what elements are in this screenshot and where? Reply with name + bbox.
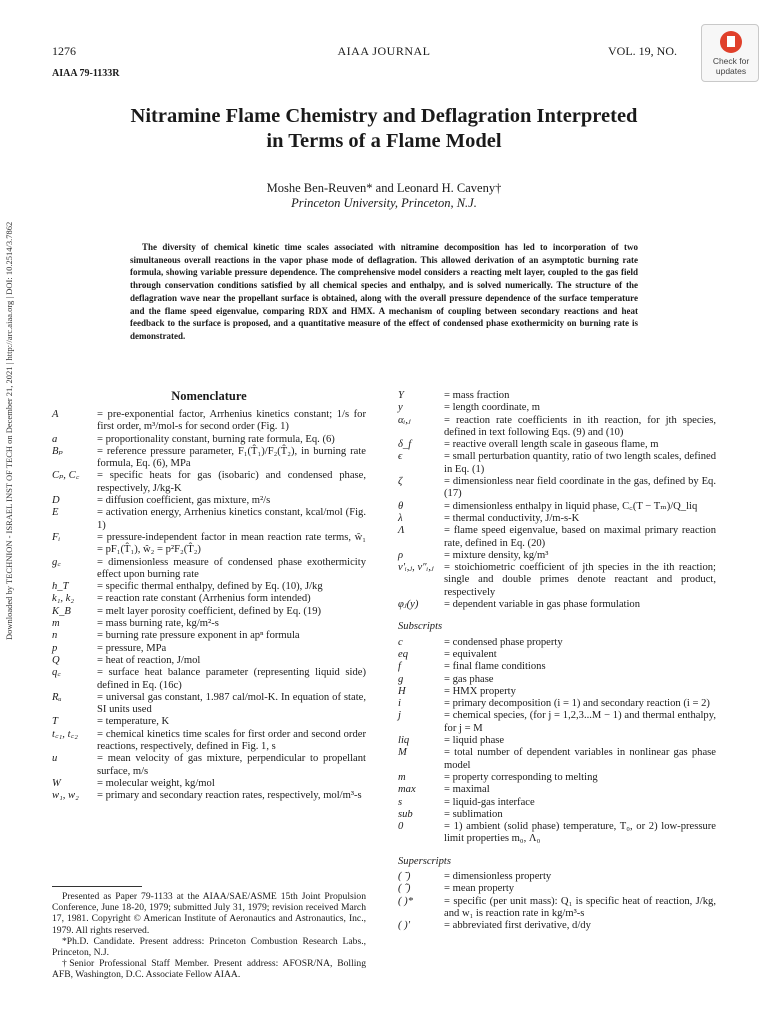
nomenclature-definition: = dimensionless enthalpy in liquid phase, C꜀(T − Tₘ)/Q_liq bbox=[444, 500, 698, 512]
nomenclature-entry bbox=[398, 451, 716, 476]
nomenclature-symbol: p bbox=[52, 642, 58, 654]
superscript-entry bbox=[398, 896, 716, 921]
nomenclature-definition: = maximal bbox=[444, 784, 490, 796]
paper-title bbox=[60, 104, 708, 154]
nomenclature-right-list bbox=[398, 390, 716, 611]
nomenclature-definition: = reaction rate constant (Arrhenius form intended) bbox=[97, 593, 311, 605]
nomenclature-entry bbox=[52, 643, 366, 655]
nomenclature-symbol: K_B bbox=[52, 605, 71, 617]
nomenclature-symbol: sub bbox=[398, 808, 413, 820]
nomenclature-symbol: 0 bbox=[398, 821, 404, 833]
nomenclature-entry bbox=[398, 599, 716, 611]
nomenclature-entry bbox=[52, 581, 366, 593]
nomenclature-definition: = primary decomposition (i = 1) and secondary reaction (i = 2) bbox=[444, 698, 710, 710]
nomenclature-definition: = temperature, K bbox=[97, 716, 170, 728]
nomenclature-symbol: ρ bbox=[398, 549, 404, 561]
nomenclature-definition: = mean velocity of gas mixture, perpendicular to propellant surface, m/s bbox=[97, 753, 366, 777]
nomenclature-symbol: A bbox=[52, 409, 59, 420]
nomenclature-symbol: T bbox=[52, 716, 58, 728]
affiliation: Princeton University, Princeton, N.J. bbox=[291, 196, 477, 210]
nomenclature-definition: = dimensionless property bbox=[444, 870, 552, 882]
nomenclature-symbol: t꜀₁, t꜀₂ bbox=[52, 728, 78, 740]
nomenclature-symbol: y bbox=[398, 402, 403, 414]
subscript-entry bbox=[398, 797, 716, 809]
nomenclature-definition: = activation energy, Arrhenius kinetics constant, kcal/mol (Fig. 1) bbox=[97, 507, 366, 531]
footnotes bbox=[52, 886, 366, 981]
authors: Moshe Ben-Reuven* and Leonard H. Caveny† bbox=[266, 181, 502, 195]
nomenclature-definition: = pressure, MPa bbox=[97, 642, 167, 654]
nomenclature-definition: = condensed phase property bbox=[444, 636, 563, 648]
nomenclature-definition: = flame speed eigenvalue, based on maximal primary reaction rate, defined in Eq. (20) bbox=[444, 525, 716, 549]
footnote: Presented as Paper 79-1133 at the AIAA/SAE/ASME 15th Joint Propulsion Conference, June 18-20, 1979; submitted July 31, 1979; revision received March 17, 1981. Copyright © American Institute of Aeronautics and Astronautics, Inc., 1979. All rights reserved. bbox=[52, 891, 366, 936]
superscripts-list bbox=[398, 871, 716, 932]
nomenclature-definition: = dimensionless near field coordinate in the gas, defined by Eq. (17) bbox=[444, 476, 716, 500]
check-for-updates-icon bbox=[720, 31, 742, 53]
nomenclature-definition: = total number of dependent variables in nonlinear gas phase model bbox=[444, 747, 716, 771]
nomenclature-symbol: q꜀ bbox=[52, 667, 61, 679]
nomenclature-entry bbox=[52, 630, 366, 642]
download-side-note: Downloaded by TECHNION - ISRAEL INST OF TECH on December 21, 2021 | http://arc.aiaa.org | DOI: 10.2514/3.7862 bbox=[4, 221, 14, 640]
nomenclature-symbol: Bₚ bbox=[52, 445, 63, 457]
nomenclature-definition: = proportionality constant, burning rate formula, Eq. (6) bbox=[97, 433, 335, 445]
nomenclature-symbol: Rᵤ bbox=[52, 691, 62, 703]
nomenclature-definition: = molecular weight, kg/mol bbox=[97, 777, 215, 789]
superscript-entry bbox=[398, 871, 716, 883]
subscript-entry bbox=[398, 661, 716, 673]
nomenclature-symbol: ν′ᵢ,ⱼ, ν″ᵢ,ⱼ bbox=[398, 562, 434, 574]
subscript-entry bbox=[398, 710, 716, 735]
nomenclature-definition: = 1) ambient (solid phase) temperature, T₀, or 2) low-pressure limit properties m₀, Λ₀ bbox=[444, 821, 716, 845]
nomenclature-symbol: u bbox=[52, 753, 58, 765]
nomenclature-symbol: ζ bbox=[398, 476, 403, 488]
nomenclature-symbol: ( )* bbox=[398, 895, 414, 907]
nomenclature-symbol: c bbox=[398, 636, 403, 648]
nomenclature-definition: = mass fraction bbox=[444, 390, 510, 401]
nomenclature-symbol: h_T bbox=[52, 581, 69, 593]
nomenclature-definition: = surface heat balance parameter (representing liquid side) defined in Eq. (16c) bbox=[97, 667, 366, 691]
nomenclature-left-list bbox=[52, 409, 366, 803]
nomenclature-definition: = reference pressure parameter, F₁(T̂₁)/F₂(T̂₂), in burning rate formula, Eq. (6), MPa bbox=[97, 445, 366, 470]
nomenclature-symbol: δ_f bbox=[398, 439, 412, 451]
subscript-entry bbox=[398, 772, 716, 784]
nomenclature-symbol: ( )′ bbox=[398, 920, 411, 932]
abstract: The diversity of chemical kinetic time scales associated with nitramine decomposition has led to incorporation of two simultaneous overall reactions in the vapor phase mode of deflagration. This allowed derivation of an asymptotic burning rate formula, showing variable pressure dependence. The comprehensive model considers a reacting melt layer, coupled to the gas field through conservation conditions satisfied by all chemical species and enthalpy, and is solved numerically. The structure of the deflagration wave near the propellant surface is obtained, along with the overall pressure dependence of the surface temperature and the flame speed eigenvalue, comparing RDX and HMX. A mechanism of coupling between secondary reactions and heat feedback to the surface is proposed, and a quantitative measure of the effect of condensed phase exothermicity on burning rate is demonstrated. bbox=[130, 242, 638, 341]
nomenclature-definition: = chemical kinetics time scales for first order and second order reactions, respectively, defined in Fig. 1, s bbox=[97, 728, 366, 753]
nomenclature-entry bbox=[52, 507, 366, 532]
nomenclature-definition: = burning rate pressure exponent in apⁿ formula bbox=[97, 630, 300, 642]
footnote: †Senior Professional Staff Member. Present address: AFOSR/NA, Bolling AFB, Washington, D.C. Associate Fellow AIAA. bbox=[52, 958, 366, 981]
nomenclature-entry bbox=[52, 593, 366, 605]
nomenclature-symbol: Y bbox=[398, 390, 404, 401]
nomenclature-entry bbox=[52, 446, 366, 471]
subscripts-title: Subscripts bbox=[398, 621, 443, 633]
footnote: *Ph.D. Candidate. Present address: Princeton Combustion Research Labs., Princeton, N.J. bbox=[52, 935, 366, 959]
nomenclature-entry bbox=[398, 501, 716, 513]
nomenclature-definition: = pressure-independent factor in mean reaction rate terms, ŵ₁ = pF₁(T̂₁), ŵ₂ = p²F₂(T̂₂) bbox=[97, 531, 366, 556]
nomenclature-definition: = liquid-gas interface bbox=[444, 796, 535, 808]
nomenclature-symbol: H bbox=[398, 685, 406, 697]
nomenclature-entry bbox=[52, 606, 366, 618]
nomenclature-entry bbox=[52, 790, 366, 802]
nomenclature-definition: = universal gas constant, 1.987 cal/mol-K. In equation of state, SI units used bbox=[97, 691, 366, 716]
nomenclature-symbol: s bbox=[398, 796, 403, 808]
nomenclature-definition: = liquid phase bbox=[444, 735, 505, 747]
badge-line2: updates bbox=[715, 66, 747, 76]
subscript-entry bbox=[398, 821, 716, 846]
subscript-entry bbox=[398, 686, 716, 698]
nomenclature-symbol: a bbox=[52, 433, 58, 445]
nomenclature-definition: = mean property bbox=[444, 883, 515, 895]
nomenclature-entry bbox=[52, 557, 366, 582]
nomenclature-definition: = sublimation bbox=[444, 808, 503, 820]
nomenclature-entry bbox=[398, 525, 716, 550]
superscripts-title: Superscripts bbox=[398, 855, 451, 867]
nomenclature-symbol: k₁, k₂ bbox=[52, 593, 75, 605]
nomenclature-definition: = primary and secondary reaction rates, respectively, mol/m³-s bbox=[97, 790, 362, 802]
nomenclature-entry bbox=[398, 390, 716, 402]
title-line2: in Terms of a Flame Model bbox=[266, 130, 502, 152]
nomenclature-symbol: eq bbox=[398, 648, 408, 660]
nomenclature-symbol: g bbox=[398, 673, 404, 685]
subscript-entry bbox=[398, 784, 716, 796]
nomenclature-symbol: Cₚ, C꜀ bbox=[52, 470, 80, 482]
nomenclature-entry bbox=[398, 402, 716, 414]
nomenclature-symbol: n bbox=[52, 630, 58, 642]
nomenclature-entry bbox=[398, 476, 716, 501]
nomenclature-symbol: ϵ bbox=[398, 451, 403, 463]
nomenclature-definition: = mass burning rate, kg/m²-s bbox=[97, 618, 219, 630]
nomenclature-entry bbox=[398, 562, 716, 599]
nomenclature-entry bbox=[52, 716, 366, 728]
page-number: 1276 bbox=[52, 44, 76, 58]
subscripts-list bbox=[398, 637, 716, 846]
check-for-updates-badge[interactable] bbox=[701, 24, 759, 82]
nomenclature-definition: = final flame conditions bbox=[444, 661, 546, 673]
nomenclature-definition: = gas phase bbox=[444, 673, 494, 685]
nomenclature-definition: = small perturbation quantity, ratio of two length scales, defined in Eq. (1) bbox=[444, 451, 716, 475]
nomenclature-entry bbox=[52, 778, 366, 790]
nomenclature-symbol: w₁, w₂ bbox=[52, 790, 79, 802]
nomenclature-symbol: D bbox=[52, 495, 60, 507]
nomenclature-entry bbox=[52, 692, 366, 717]
footnote-rule bbox=[52, 886, 142, 887]
nomenclature-definition: = dimensionless measure of condensed phase exothermicity effect upon burning rate bbox=[97, 556, 366, 580]
journal-name: AIAA JOURNAL bbox=[337, 44, 431, 58]
superscript-entry bbox=[398, 920, 716, 932]
nomenclature-symbol: m bbox=[52, 618, 60, 630]
nomenclature-entry bbox=[52, 729, 366, 754]
subscript-entry bbox=[398, 809, 716, 821]
nomenclature-entry bbox=[398, 439, 716, 451]
nomenclature-entry bbox=[52, 655, 366, 667]
nomenclature-symbol: max bbox=[398, 784, 416, 796]
paper-id: AIAA 79-1133R bbox=[52, 68, 120, 79]
badge-line1: Check for bbox=[712, 56, 750, 66]
nomenclature-symbol: Fᵢ bbox=[52, 531, 61, 543]
nomenclature-definition: = chemical species, (for j = 1,2,3...M − 1) and thermal enthalpy, for j = M bbox=[444, 710, 716, 734]
nomenclature-definition: = stoichiometric coefficient of jth species in the ith reaction; single and double primes denote reactant and product, respectively bbox=[444, 562, 716, 598]
nomenclature-definition: = mixture density, kg/m³ bbox=[444, 549, 549, 561]
nomenclature-definition: = property corresponding to melting bbox=[444, 771, 598, 783]
nomenclature-definition: = specific thermal enthalpy, defined by Eq. (10), J/kg bbox=[97, 581, 323, 593]
nomenclature-symbol: Q bbox=[52, 654, 60, 666]
nomenclature-symbol: j bbox=[398, 710, 401, 722]
nomenclature-symbol: f bbox=[398, 661, 401, 673]
nomenclature-symbol: λ bbox=[398, 512, 403, 524]
nomenclature-symbol: W bbox=[52, 777, 61, 789]
subscript-entry bbox=[398, 747, 716, 772]
nomenclature-entry bbox=[52, 434, 366, 446]
nomenclature-definition: = abbreviated first derivative, d/dy bbox=[444, 920, 591, 932]
nomenclature-symbol: ( ̃ ) bbox=[398, 870, 411, 882]
nomenclature-definition: = thermal conductivity, J/m-s-K bbox=[444, 512, 580, 524]
subscript-entry bbox=[398, 649, 716, 661]
nomenclature-symbol: M bbox=[398, 747, 407, 759]
volume-label: VOL. 19, NO. bbox=[608, 44, 677, 58]
subscript-entry bbox=[398, 698, 716, 710]
nomenclature-definition: = dependent variable in gas phase formulation bbox=[444, 599, 641, 611]
nomenclature-entry bbox=[52, 618, 366, 630]
nomenclature-definition: = diffusion coefficient, gas mixture, m²/s bbox=[97, 495, 271, 507]
nomenclature-symbol: αᵢ,ⱼ bbox=[398, 414, 411, 426]
nomenclature-definition: = pre-exponential factor, Arrhenius kinetics constant; 1/s for first order, m³/mol-s for second order (Fig. 1) bbox=[97, 409, 366, 433]
subscript-entry bbox=[398, 637, 716, 649]
title-line1: Nitramine Flame Chemistry and Deflagration Interpreted bbox=[130, 105, 638, 127]
nomenclature-entry bbox=[398, 415, 716, 440]
nomenclature-definition: = equivalent bbox=[444, 648, 497, 660]
nomenclature-entry bbox=[52, 495, 366, 507]
nomenclature-entry bbox=[398, 513, 716, 525]
nomenclature-symbol: Λ bbox=[398, 525, 405, 537]
subscript-entry bbox=[398, 735, 716, 747]
nomenclature-definition: = length coordinate, m bbox=[444, 402, 540, 414]
superscript-entry bbox=[398, 883, 716, 895]
nomenclature-left-column bbox=[52, 409, 366, 803]
nomenclature-symbol: liq bbox=[398, 735, 410, 747]
nomenclature-definition: = heat of reaction, J/mol bbox=[97, 654, 201, 666]
nomenclature-symbol: E bbox=[52, 507, 59, 519]
nomenclature-entry bbox=[52, 409, 366, 434]
nomenclature-right-column bbox=[398, 390, 716, 932]
nomenclature-title: Nomenclature bbox=[171, 389, 247, 403]
nomenclature-definition: = reactive overall length scale in gaseous flame, m bbox=[444, 439, 659, 451]
nomenclature-symbol: θ bbox=[398, 500, 404, 512]
nomenclature-definition: = specific (per unit mass): Q₁ is specific heat of reaction, J/kg, and w₁ is reaction rate in kg/m³-s bbox=[444, 895, 716, 919]
nomenclature-symbol: g꜀ bbox=[52, 556, 61, 568]
nomenclature-entry bbox=[398, 550, 716, 562]
nomenclature-definition: = HMX property bbox=[444, 685, 516, 697]
nomenclature-symbol: i bbox=[398, 698, 401, 710]
nomenclature-definition: = reaction rate coefficients in ith reaction, for jth species, defined in text following Eqs. (9) and (10) bbox=[444, 414, 716, 438]
nomenclature-definition: = specific heats for gas (isobaric) and condensed phase, respectively, J/kg-K bbox=[97, 470, 366, 494]
nomenclature-symbol: ( ̂ ) bbox=[398, 883, 411, 895]
nomenclature-entry bbox=[52, 470, 366, 495]
nomenclature-entry bbox=[52, 532, 366, 557]
nomenclature-definition: = melt layer porosity coefficient, defined by Eq. (19) bbox=[97, 605, 322, 617]
nomenclature-symbol: φⱼ(y) bbox=[398, 599, 419, 611]
nomenclature-symbol: m bbox=[398, 771, 406, 783]
subscript-entry bbox=[398, 674, 716, 686]
nomenclature-entry bbox=[52, 753, 366, 778]
nomenclature-entry bbox=[52, 667, 366, 692]
